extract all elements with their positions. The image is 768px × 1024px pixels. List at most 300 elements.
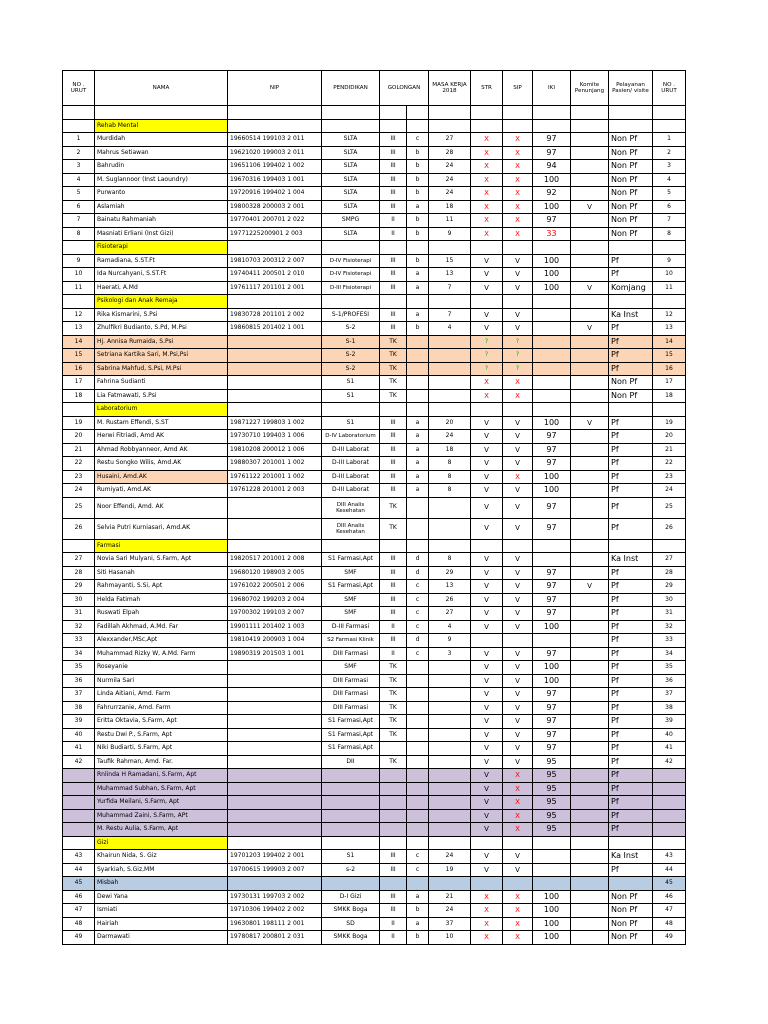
- cell-pelayanan: Ka Inst: [609, 553, 653, 567]
- cell-pendidikan: S1 Farmasi,Apt: [322, 553, 380, 567]
- cell-nip: 19880307 201001 1 002: [228, 457, 322, 471]
- cell-pelayanan: Pf: [609, 701, 653, 715]
- cell-str: V: [471, 268, 503, 282]
- cell-iki: 97: [533, 701, 571, 715]
- section-cell: [228, 119, 322, 133]
- section-cell: [407, 119, 429, 133]
- cell-golongan-sub: d: [407, 553, 429, 567]
- cell-nip: 19651106 199402 1 002: [228, 160, 322, 174]
- cell-golongan: TK: [380, 497, 407, 518]
- cell-nama: Haerati, A.Md: [95, 281, 228, 295]
- cell-sip: V: [503, 553, 533, 567]
- cell-masa-kerja: 8: [429, 484, 471, 498]
- cell-pelayanan: Pf: [609, 497, 653, 518]
- cell-pelayanan: Non Pf: [609, 146, 653, 160]
- cell-golongan-sub: b: [407, 160, 429, 174]
- cell-nip: 19680120 198903 2 005: [228, 566, 322, 580]
- cell-golongan: II: [380, 917, 407, 931]
- cell-pelayanan: Non Pf: [609, 890, 653, 904]
- staff-table: [62, 70, 686, 945]
- cell-sip: X: [503, 782, 533, 796]
- section-cell: [533, 836, 571, 850]
- section-cell: [322, 539, 380, 553]
- cell-komite: [571, 497, 609, 518]
- cell-golongan: III: [380, 470, 407, 484]
- table-row: [63, 917, 686, 931]
- cell-golongan: TK: [380, 661, 407, 675]
- cell-komite: [571, 227, 609, 241]
- cell-pelayanan: Pf: [609, 457, 653, 471]
- cell-masa-kerja: 20: [429, 416, 471, 430]
- cell-pelayanan: [609, 877, 653, 891]
- cell-iki: 97: [533, 443, 571, 457]
- blank-cell: [407, 106, 429, 120]
- cell-iki: 97: [533, 728, 571, 742]
- cell-golongan-sub: [407, 349, 429, 363]
- cell-pelayanan: Non Pf: [609, 227, 653, 241]
- cell-pendidikan: S1 Farmasi,Apt: [322, 742, 380, 756]
- cell-no: 4: [63, 173, 95, 187]
- section-cell: [380, 403, 407, 417]
- section-cell: [503, 539, 533, 553]
- cell-pendidikan: D-IV Laboratorium: [322, 430, 380, 444]
- table-row: [63, 877, 686, 891]
- cell-komite: [571, 133, 609, 147]
- cell-sip: V: [503, 518, 533, 539]
- cell-masa-kerja: 24: [429, 187, 471, 201]
- cell-masa-kerja: 21: [429, 890, 471, 904]
- table-row: [63, 580, 686, 594]
- cell-komite: [571, 688, 609, 702]
- table-row: [63, 254, 686, 268]
- cell-golongan: III: [380, 322, 407, 336]
- cell-iki: 100: [533, 281, 571, 295]
- cell-nama: Lia Fatmawati, S.Psi: [95, 389, 228, 403]
- cell-sip: X: [503, 470, 533, 484]
- cell-golongan: III: [380, 566, 407, 580]
- cell-pendidikan: DIII Farmasi: [322, 647, 380, 661]
- cell-no-2: 28: [653, 566, 686, 580]
- cell-golongan-sub: [407, 728, 429, 742]
- cell-masa-kerja: [429, 877, 471, 891]
- cell-nip: 19730710 199403 1 006: [228, 430, 322, 444]
- section-cell: [322, 403, 380, 417]
- cell-sip: V: [503, 863, 533, 877]
- table-row: [63, 484, 686, 498]
- cell-nip: 19630801 198111 2 001: [228, 917, 322, 931]
- cell-masa-kerja: 24: [429, 160, 471, 174]
- cell-iki: 95: [533, 796, 571, 810]
- cell-no: 17: [63, 376, 95, 390]
- cell-golongan: III: [380, 268, 407, 282]
- cell-pelayanan: Pf: [609, 430, 653, 444]
- cell-pendidikan: DII: [322, 755, 380, 769]
- cell-masa-kerja: [429, 376, 471, 390]
- table-row: [63, 362, 686, 376]
- cell-nama: Fahrurrzanie, Amd. Farm: [95, 701, 228, 715]
- cell-komite: V: [571, 322, 609, 336]
- table-row: [63, 715, 686, 729]
- table-row: [63, 634, 686, 648]
- table-row: [63, 376, 686, 390]
- cell-nama: M. Restu Aulia, S.Farm, Apt: [95, 823, 228, 837]
- cell-no-2: 6: [653, 200, 686, 214]
- cell-str: V: [471, 308, 503, 322]
- cell-no-2: 46: [653, 890, 686, 904]
- section-cell: [429, 403, 471, 417]
- cell-pelayanan: Pf: [609, 254, 653, 268]
- cell-golongan-sub: b: [407, 227, 429, 241]
- cell-no: [63, 796, 95, 810]
- cell-pendidikan: SMF: [322, 593, 380, 607]
- cell-pendidikan: s-2: [322, 863, 380, 877]
- cell-komite: [571, 457, 609, 471]
- cell-nama: Herwi Fitriadi, Amd AK: [95, 430, 228, 444]
- cell-no-2: [653, 782, 686, 796]
- cell-no-2: 23: [653, 470, 686, 484]
- cell-golongan-sub: [407, 335, 429, 349]
- cell-nip: 19780817 200801 2 031: [228, 931, 322, 945]
- cell-no: 44: [63, 863, 95, 877]
- cell-pendidikan: D-IV Fisioterapi: [322, 268, 380, 282]
- cell-pendidikan: DIII Farmasi: [322, 688, 380, 702]
- cell-str: V: [471, 443, 503, 457]
- cell-no: 43: [63, 850, 95, 864]
- table-row: [63, 187, 686, 201]
- cell-golongan: III: [380, 133, 407, 147]
- cell-no: 8: [63, 227, 95, 241]
- cell-nip: [228, 782, 322, 796]
- blank-cell: [653, 106, 686, 120]
- cell-komite: [571, 484, 609, 498]
- cell-komite: [571, 674, 609, 688]
- cell-komite: [571, 362, 609, 376]
- table-row: [63, 160, 686, 174]
- cell-golongan-sub: c: [407, 580, 429, 594]
- cell-nip: 19761122 201001 1 002: [228, 470, 322, 484]
- header-komite: Komite Penunjang: [571, 71, 609, 106]
- cell-no-2: [653, 769, 686, 783]
- cell-pelayanan: Ka Inst: [609, 850, 653, 864]
- cell-no-2: 20: [653, 430, 686, 444]
- cell-nip: 19700302 199103 2 007: [228, 607, 322, 621]
- cell-no: 31: [63, 607, 95, 621]
- cell-no: 33: [63, 634, 95, 648]
- cell-nama: Mahrus Setiawan: [95, 146, 228, 160]
- section-cell: [503, 241, 533, 255]
- cell-nip: [228, 755, 322, 769]
- cell-iki: 100: [533, 268, 571, 282]
- cell-golongan-sub: b: [407, 214, 429, 228]
- cell-pelayanan: Non Pf: [609, 200, 653, 214]
- cell-sip: [503, 877, 533, 891]
- section-spacer: [63, 241, 95, 255]
- cell-komite: [571, 823, 609, 837]
- cell-no: 42: [63, 755, 95, 769]
- cell-masa-kerja: 37: [429, 917, 471, 931]
- cell-masa-kerja: [429, 742, 471, 756]
- cell-masa-kerja: 4: [429, 620, 471, 634]
- cell-no: 10: [63, 268, 95, 282]
- table-row: [63, 268, 686, 282]
- table-row: [63, 823, 686, 837]
- cell-pelayanan: Pf: [609, 580, 653, 594]
- cell-komite: [571, 389, 609, 403]
- cell-pelayanan: Non Pf: [609, 931, 653, 945]
- cell-golongan-sub: c: [407, 850, 429, 864]
- cell-golongan-sub: b: [407, 254, 429, 268]
- cell-pendidikan: DIII Analis Kesehatan: [322, 518, 380, 539]
- cell-masa-kerja: 24: [429, 173, 471, 187]
- cell-sip: V: [503, 620, 533, 634]
- cell-masa-kerja: 24: [429, 850, 471, 864]
- section-cell: [653, 403, 686, 417]
- cell-no-2: 26: [653, 518, 686, 539]
- cell-str: X: [471, 187, 503, 201]
- section-cell: [609, 836, 653, 850]
- cell-golongan-sub: [407, 389, 429, 403]
- cell-no-2: 40: [653, 728, 686, 742]
- cell-golongan: II: [380, 647, 407, 661]
- cell-str: V: [471, 566, 503, 580]
- cell-nama: Restu Dwi P., S.Farm, Apt: [95, 728, 228, 742]
- cell-nip: [228, 796, 322, 810]
- cell-masa-kerja: 7: [429, 281, 471, 295]
- cell-pendidikan: D-IV Fisioterapi: [322, 254, 380, 268]
- cell-str: V: [471, 470, 503, 484]
- cell-iki: 97: [533, 146, 571, 160]
- section-label: Gizi: [95, 836, 228, 850]
- cell-nip: 19771225200901 2 003: [228, 227, 322, 241]
- cell-sip: V: [503, 715, 533, 729]
- cell-str: V: [471, 782, 503, 796]
- cell-pelayanan: Non Pf: [609, 376, 653, 390]
- section-cell: [322, 295, 380, 309]
- cell-nip: [228, 497, 322, 518]
- cell-no: 7: [63, 214, 95, 228]
- cell-komite: [571, 566, 609, 580]
- cell-iki: 97: [533, 580, 571, 594]
- cell-sip: X: [503, 931, 533, 945]
- cell-masa-kerja: 18: [429, 443, 471, 457]
- cell-golongan-sub: b: [407, 187, 429, 201]
- cell-no: 5: [63, 187, 95, 201]
- cell-iki: 100: [533, 254, 571, 268]
- cell-nama: Hj. Annisa Rumaida, S.Psi: [95, 335, 228, 349]
- cell-nama: Yurfida Meilani, S.Farm, Apt: [95, 796, 228, 810]
- cell-golongan: III: [380, 173, 407, 187]
- cell-str: V: [471, 769, 503, 783]
- cell-masa-kerja: [429, 782, 471, 796]
- cell-pelayanan: Pf: [609, 335, 653, 349]
- cell-golongan-sub: b: [407, 146, 429, 160]
- cell-no-2: 29: [653, 580, 686, 594]
- cell-nip: [228, 376, 322, 390]
- cell-nama: Novia Sari Mulyani, S.Farm, Apt: [95, 553, 228, 567]
- cell-pendidikan: [322, 823, 380, 837]
- table-row: [63, 553, 686, 567]
- cell-str: V: [471, 580, 503, 594]
- cell-nama: Khairun Nida, S. Giz: [95, 850, 228, 864]
- cell-nip: 19701203 199402 2 001: [228, 850, 322, 864]
- cell-nama: Purwanto: [95, 187, 228, 201]
- cell-pelayanan: Pf: [609, 688, 653, 702]
- cell-str: V: [471, 647, 503, 661]
- cell-no: 37: [63, 688, 95, 702]
- table-row: [63, 200, 686, 214]
- cell-masa-kerja: 7: [429, 308, 471, 322]
- cell-golongan-sub: [407, 497, 429, 518]
- cell-komite: [571, 173, 609, 187]
- section-cell: [380, 539, 407, 553]
- cell-golongan: III: [380, 281, 407, 295]
- cell-nip: 19761117 201101 2 001: [228, 281, 322, 295]
- cell-sip: V: [503, 566, 533, 580]
- cell-golongan: TK: [380, 362, 407, 376]
- cell-nip: 19770401 200701 2 022: [228, 214, 322, 228]
- cell-no-2: 18: [653, 389, 686, 403]
- cell-masa-kerja: 10: [429, 931, 471, 945]
- cell-golongan-sub: c: [407, 593, 429, 607]
- cell-str: V: [471, 430, 503, 444]
- cell-pelayanan: Pf: [609, 715, 653, 729]
- cell-no-2: 45: [653, 877, 686, 891]
- section-cell: [571, 403, 609, 417]
- cell-pendidikan: SLTA: [322, 227, 380, 241]
- cell-no: 16: [63, 362, 95, 376]
- cell-nip: 19740411 200501 2 010: [228, 268, 322, 282]
- cell-sip: V: [503, 607, 533, 621]
- cell-komite: [571, 620, 609, 634]
- cell-golongan-sub: a: [407, 890, 429, 904]
- cell-masa-kerja: 4: [429, 322, 471, 336]
- cell-str: V: [471, 809, 503, 823]
- cell-nip: [228, 674, 322, 688]
- table-row: [63, 742, 686, 756]
- cell-golongan-sub: b: [407, 173, 429, 187]
- cell-sip: V: [503, 674, 533, 688]
- table-row: [63, 430, 686, 444]
- cell-iki: 100: [533, 620, 571, 634]
- cell-pelayanan: Ka Inst: [609, 308, 653, 322]
- cell-pelayanan: Pf: [609, 443, 653, 457]
- cell-pelayanan: Pf: [609, 593, 653, 607]
- table-row: [63, 457, 686, 471]
- cell-sip: X: [503, 769, 533, 783]
- blank-cell: [533, 106, 571, 120]
- cell-no-2: 16: [653, 362, 686, 376]
- cell-nip: 19710306 199402 2 002: [228, 904, 322, 918]
- table-row: [63, 782, 686, 796]
- cell-nama: Restu Songko Wilis, Amd.AK: [95, 457, 228, 471]
- cell-sip: V: [503, 593, 533, 607]
- cell-str: V: [471, 518, 503, 539]
- cell-golongan-sub: a: [407, 268, 429, 282]
- cell-masa-kerja: 9: [429, 227, 471, 241]
- cell-pendidikan: DIII Farmasi: [322, 674, 380, 688]
- cell-str: V: [471, 674, 503, 688]
- section-cell: [503, 119, 533, 133]
- section-cell: [429, 295, 471, 309]
- section-row: [63, 403, 686, 417]
- cell-nip: 19820517 201001 2 008: [228, 553, 322, 567]
- section-cell: [228, 539, 322, 553]
- cell-pendidikan: [322, 782, 380, 796]
- cell-str: X: [471, 146, 503, 160]
- table-row: [63, 620, 686, 634]
- table-row: [63, 674, 686, 688]
- cell-nip: [228, 728, 322, 742]
- section-cell: [429, 241, 471, 255]
- table-row: [63, 173, 686, 187]
- cell-no-2: 42: [653, 755, 686, 769]
- cell-nip: 19810419 200903 1 004: [228, 634, 322, 648]
- cell-iki: 100: [533, 200, 571, 214]
- cell-str: X: [471, 917, 503, 931]
- cell-golongan: TK: [380, 728, 407, 742]
- section-cell: [471, 295, 503, 309]
- cell-sip: V: [503, 728, 533, 742]
- table-row: [63, 647, 686, 661]
- cell-golongan: III: [380, 850, 407, 864]
- cell-str: V: [471, 620, 503, 634]
- cell-iki: 100: [533, 931, 571, 945]
- cell-pendidikan: SLTA: [322, 173, 380, 187]
- cell-nama: Niki Budiarti, S.Farm, Apt: [95, 742, 228, 756]
- cell-pendidikan: D-III Laborat: [322, 443, 380, 457]
- blank-cell: [380, 106, 407, 120]
- cell-no-2: 47: [653, 904, 686, 918]
- cell-golongan-sub: c: [407, 620, 429, 634]
- cell-iki: 97: [533, 607, 571, 621]
- cell-str: X: [471, 160, 503, 174]
- header-str: STR: [471, 71, 503, 106]
- cell-sip: X: [503, 214, 533, 228]
- cell-iki: 97: [533, 647, 571, 661]
- cell-nip: 19810703 200312 2 007: [228, 254, 322, 268]
- cell-komite: [571, 553, 609, 567]
- cell-golongan-sub: [407, 809, 429, 823]
- cell-komite: [571, 850, 609, 864]
- cell-no: 49: [63, 931, 95, 945]
- cell-masa-kerja: 28: [429, 146, 471, 160]
- cell-golongan-sub: [407, 782, 429, 796]
- cell-no: 36: [63, 674, 95, 688]
- cell-str: V: [471, 823, 503, 837]
- cell-nip: 19860815 201402 1 001: [228, 322, 322, 336]
- cell-no-2: 43: [653, 850, 686, 864]
- cell-komite: [571, 607, 609, 621]
- cell-no-2: 3: [653, 160, 686, 174]
- cell-no-2: 17: [653, 376, 686, 390]
- cell-golongan-sub: a: [407, 484, 429, 498]
- cell-nama: Hairiah: [95, 917, 228, 931]
- section-cell: [571, 539, 609, 553]
- cell-golongan: [380, 809, 407, 823]
- cell-str: V: [471, 416, 503, 430]
- cell-komite: [571, 254, 609, 268]
- cell-masa-kerja: 18: [429, 200, 471, 214]
- section-cell: [571, 836, 609, 850]
- table-row: [63, 349, 686, 363]
- cell-iki: 100: [533, 890, 571, 904]
- cell-iki: 97: [533, 497, 571, 518]
- table-row: [63, 443, 686, 457]
- header-pendidikan: PENDIDIKAN: [322, 71, 380, 106]
- cell-pelayanan: Pf: [609, 661, 653, 675]
- cell-pelayanan: Pf: [609, 809, 653, 823]
- cell-no-2: 12: [653, 308, 686, 322]
